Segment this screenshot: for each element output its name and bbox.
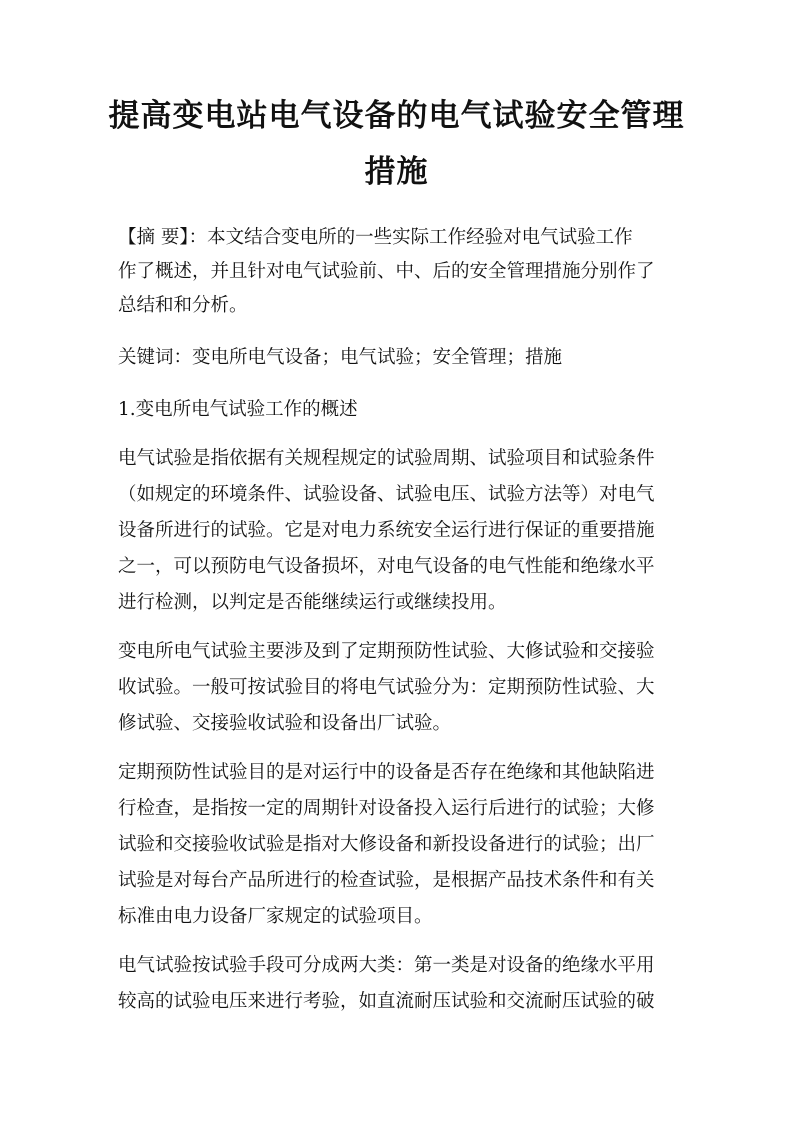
paragraph-line: 进行检测，以判定是否能继续运行或继续投用。 [118, 592, 507, 613]
paragraph-line: （如规定的环境条件、试验设备、试验电压、试验方法等）对电气 [118, 484, 655, 505]
paragraph-line: 电气试验按试验手段可分成两大类：第一类是对设备的绝缘水平用 [118, 955, 655, 976]
abstract-line: 总结和和分析。 [118, 295, 248, 316]
paragraph-line: 电气试验是指依据有关规程规定的试验周期、试验项目和试验条件 [118, 448, 655, 469]
paragraph-line: 收试验。一般可按试验目的将电气试验分为：定期预防性试验、大 [118, 677, 655, 698]
paragraph-line: 标准由电力设备厂家规定的试验项目。 [118, 906, 433, 927]
paragraph-line: 修试验、交接验收试验和设备出厂试验。 [118, 713, 452, 734]
document-title-line-1: 提高变电站电气设备的电气试验安全管理 [108, 98, 685, 134]
keywords: 关键词：变电所电气设备；电气试验；安全管理；措施 [118, 347, 563, 368]
paragraph-line: 之一，可以预防电气设备损坏，对电气设备的电气性能和绝缘水平 [118, 556, 655, 577]
section-heading: 1.变电所电气试验工作的概述 [118, 399, 358, 420]
paragraph-line: 设备所进行的试验。它是对电力系统安全运行进行保证的重要措施 [118, 520, 655, 541]
abstract-line: 作了概述，并且针对电气试验前、中、后的安全管理措施分别作了 [118, 261, 655, 282]
paragraph-line: 试验和交接验收试验是指对大修设备和新投设备进行的试验；出厂 [118, 834, 655, 855]
paragraph-line: 行检查，是指按一定的周期针对设备投入运行后进行的试验；大修 [118, 798, 655, 819]
paragraph-line: 定期预防性试验目的是对运行中的设备是否存在绝缘和其他缺陷进 [118, 762, 655, 783]
paragraph-line: 较高的试验电压来进行考验，如直流耐压试验和交流耐压试验的破 [118, 991, 655, 1012]
paragraph-line: 试验是对每台产品所进行的检查试验，是根据产品技术条件和有关 [118, 870, 655, 891]
document-title-line-2: 措施 [364, 154, 429, 190]
abstract-line: 【摘 要】：本文结合变电所的一些实际工作经验对电气试验工作 [118, 227, 633, 248]
paragraph-line: 变电所电气试验主要涉及到了定期预防性试验、大修试验和交接验 [118, 641, 655, 662]
